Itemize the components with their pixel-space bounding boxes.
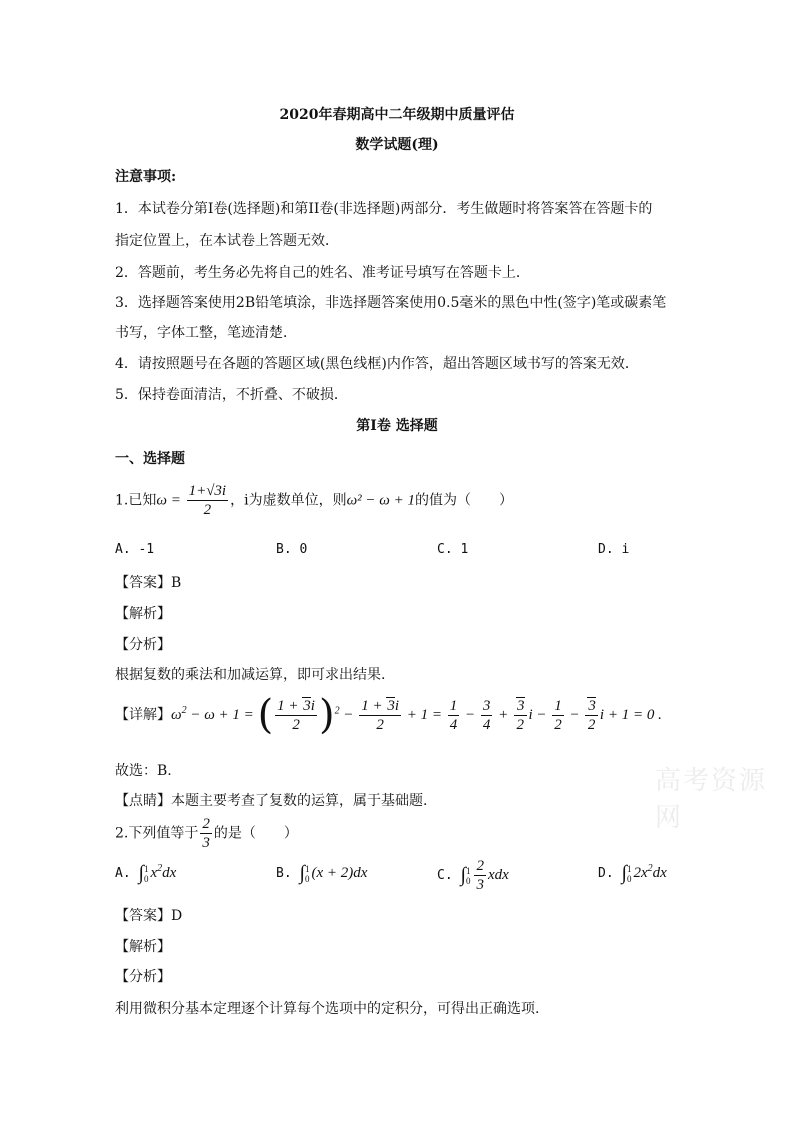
q1-option-a: A. -1 (115, 542, 155, 557)
q2-fenxi-label: 【分析】 (115, 969, 171, 985)
q1-detail-label: 【详解】 (115, 707, 171, 723)
q2-option-c-label: C. (437, 867, 453, 883)
notice-item-2: 2．答题前，考生务必先将自己的姓名、准考证号填写在答题卡上． (115, 265, 530, 281)
q1-prefix: 1.已知 (115, 492, 157, 509)
notice-item-3: 3．选择题答案使用2B铅笔填涂，非选择题答案使用0.5毫米的黑色中性(签字)笔或碳素笔 (115, 295, 667, 311)
notice-item-4: 4．请按照题号在各题的答题区域(黑色线框)内作答，超出答题区域书写的答案无效． (115, 356, 639, 372)
notice-item-1-cont: 指定位置上，在本试卷上答题无效． (115, 233, 339, 249)
q1-detail-result: = 0 . (632, 707, 662, 723)
q2-option-c: C. ∫1 0 $\frac{2}{3}$ xdx (437, 858, 509, 893)
q2-fenxi-text: 利用微积分基本定理逐个计算每个选项中的定积分，可得出正确选项. (115, 1001, 540, 1017)
q1-conclusion: 故选：B. (115, 763, 172, 779)
q1-suffix: 的值为（ ） (415, 492, 514, 509)
part-title: 第I卷 选择题 (356, 418, 438, 434)
question-1: 1.已知ω = $\frac{1+√3i}{2}$ ，i为虚数单位，则ω² − ω + 1的值为（ ） (115, 483, 514, 518)
notice-item-5: 5．保持卷面清洁，不折叠、不破损． (115, 387, 348, 403)
notice-heading: 注意事项: (115, 169, 177, 185)
q1-answer: 【答案】B (115, 575, 182, 591)
q1-option-d: D. i (598, 542, 630, 557)
q2-option-b: B. ∫1 0 (x + 2)dx (276, 862, 368, 884)
q1-mid: ，i为虚数单位，则 (230, 492, 347, 509)
q1-detail-expr-start: $\omega^2 - \omega + 1$ = (171, 705, 258, 723)
q2-prefix: 2.下列值等于 (115, 825, 199, 842)
q2-option-a: A. ∫1 0 $x^2dx$ (115, 862, 177, 884)
q1-fraction (187, 482, 229, 519)
notice-item-3-cont: 书写，字体工整，笔迹清楚． (115, 325, 297, 341)
q2-frac-num: 2 (202, 816, 210, 832)
section-heading: 一、选择题 (115, 451, 185, 467)
exam-title: 2020年春期高中二年级期中质量评估 (279, 107, 515, 123)
q1-analysis-label: 【解析】 (115, 606, 171, 622)
exam-subtitle: 数学试题(理) (355, 137, 439, 153)
q2-suffix: 的是（ ） (213, 825, 298, 842)
q1-fenxi-label: 【分析】 (115, 637, 171, 653)
q2-option-b-label: B. (276, 865, 292, 881)
q1-expr: ω² − ω + 1 (346, 492, 416, 509)
q1-omega: ω (156, 492, 167, 509)
q2-fraction (200, 815, 212, 852)
q1-frac-num: 1+√3i (188, 483, 227, 499)
watermark: 高考资源网 (655, 766, 768, 833)
q1-option-c: C. 1 (437, 542, 469, 557)
q1-fenxi-text: 根据复数的乘法和加减运算，即可求出结果. (115, 667, 386, 683)
q1-comment: 【点睛】本题主要考查了复数的运算，属于基础题. (115, 793, 428, 809)
q2-frac-den: 3 (202, 835, 210, 851)
q2-option-a-label: A. (115, 865, 131, 881)
q2-answer: 【答案】D (115, 908, 183, 924)
q1-detail: 【详解】$\omega^2 - \omega + 1$ = ( $\frac{1 + 3i}{2}$ )$^2$ − $\frac{1 + 3i}{2}$ + 1 = $\frac{1}{4}$ − $\frac{3}{4}$ + $\frac{3}{2}$ i − $\frac{1}{2}$ − $\frac{3}{2}$ i + 1 = 0 . (115, 692, 662, 738)
q2-option-d: D. ∫1 0 $2x^2dx$ (598, 862, 667, 884)
q1-frac-den: 2 (203, 502, 212, 518)
notice-item-1: 1．本试卷分第I卷(选择题)和第II卷(非选择题)两部分．考生做题时将答案答在答题卡的 (115, 201, 653, 217)
question-2 (115, 815, 298, 852)
q2-analysis-label: 【解析】 (115, 939, 171, 955)
q1-option-b: B. 0 (276, 542, 308, 557)
q2-option-d-label: D. (598, 865, 614, 881)
